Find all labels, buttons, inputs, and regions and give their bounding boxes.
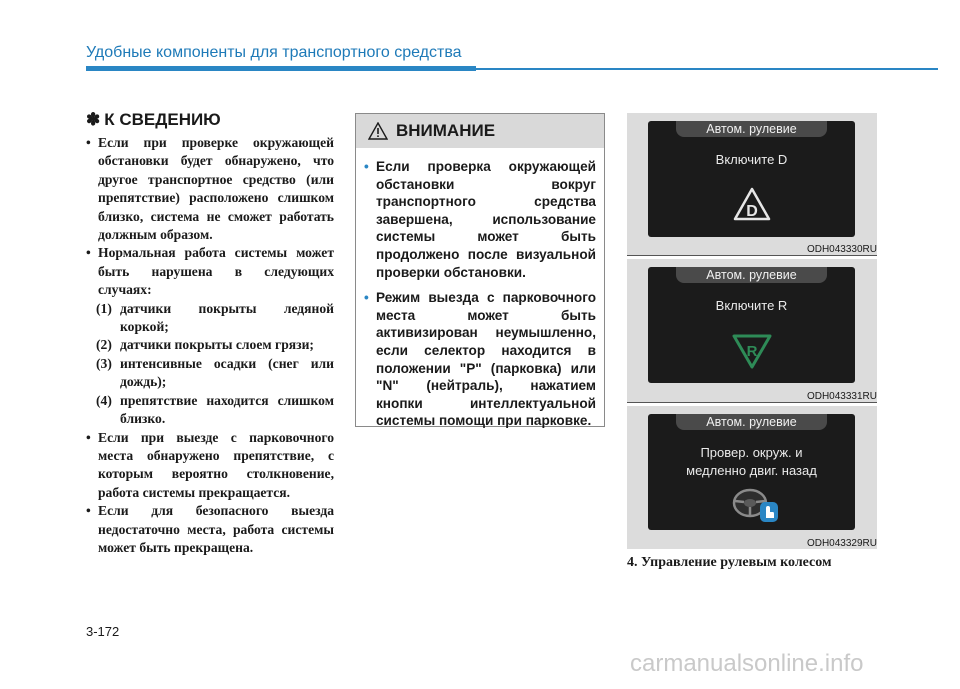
- warning-item: • Если проверка окружающей обстановки вокруг транспортного средства завершена, использование системы может быть продолжено после визуальной проверки обстановки.: [364, 159, 596, 280]
- note-sub-item: (2) датчики покрыты слоем грязи;: [96, 337, 314, 353]
- note-section: [86, 110, 334, 557]
- svg-text:R: R: [746, 343, 758, 360]
- note-sub-item: (1) датчики покрыты ледяной коркой;: [96, 300, 334, 335]
- note-bullet: • Если для безопасного выезда недостаточно места, работа системы может быть прекращена.: [86, 503, 334, 555]
- note-sub-item: (3) интенсивные осадки (снег или дождь);: [96, 355, 334, 390]
- screen-message: Включите R: [715, 298, 788, 313]
- cluster-screen: [648, 121, 855, 237]
- warning-title: ВНИМАНИЕ: [396, 121, 496, 140]
- figure-code: ODH043330RU: [806, 244, 877, 255]
- screen-tab-label: Автом. рулевие: [676, 121, 827, 137]
- note-bullet: • Нормальная работа системы может быть нарушена в следующих случаях:: [86, 245, 334, 298]
- header-line: [476, 68, 938, 70]
- cluster-screen: [648, 267, 855, 383]
- screen-tab-label: Автом. рулевие: [676, 267, 827, 283]
- warning-item: • Режим выезда с парковочного места может быть активизирован неумышленно, если селектор находится в положении "P" (парковка) или "N" (нейтраль), нажатием кнопки интеллектуальной системы помощи при парковке.: [364, 290, 596, 429]
- gear-d-triangle-icon: [733, 187, 771, 221]
- section-title-text: К СВЕДЕНИЮ: [104, 110, 221, 129]
- hand-press-icon: [758, 500, 780, 524]
- figure-reverse: [627, 259, 877, 402]
- figure-caption: 4. Управление рулевым колесом: [627, 555, 832, 570]
- note-bullet: • Если при проверке окружающей обстановки будет обнаружено, что другое транспортное средство (или препятствие) расположено слишком близко, система не сможет работать должным образом.: [86, 135, 334, 243]
- page-number: 3-172: [86, 624, 120, 639]
- warning-header: [356, 114, 604, 148]
- section-title: [86, 110, 334, 130]
- figure-code: ODH043331RU: [806, 391, 877, 402]
- cluster-screen: [648, 414, 855, 530]
- screen-message: Включите D: [715, 152, 788, 167]
- header-bar: [86, 66, 476, 71]
- warning-triangle-icon: [368, 122, 388, 140]
- figure-code: ODH043329RU: [806, 538, 877, 549]
- warning-box: [355, 113, 605, 427]
- svg-text:D: D: [746, 203, 758, 220]
- star-icon: ✽: [86, 110, 101, 129]
- gear-r-triangle-icon: [732, 333, 772, 369]
- watermark: carmanualsonline.info: [630, 650, 864, 677]
- note-bullet: • Если при выезде с парковочного места обнаружено препятствие, с которым вероятно столкновение, работа системы прекращается.: [86, 429, 334, 500]
- header-title: Удобные компоненты для транспортного средства: [86, 44, 462, 61]
- note-sub-item: (4) препятствие находится слишком близко.: [96, 392, 334, 427]
- figure-drive: [627, 113, 877, 256]
- screen-tab-label: Автом. рулевие: [676, 414, 827, 430]
- figure-check-surroundings: [627, 406, 877, 549]
- screen-message: Провер. окруж. и медленно двиг. назад: [686, 445, 817, 478]
